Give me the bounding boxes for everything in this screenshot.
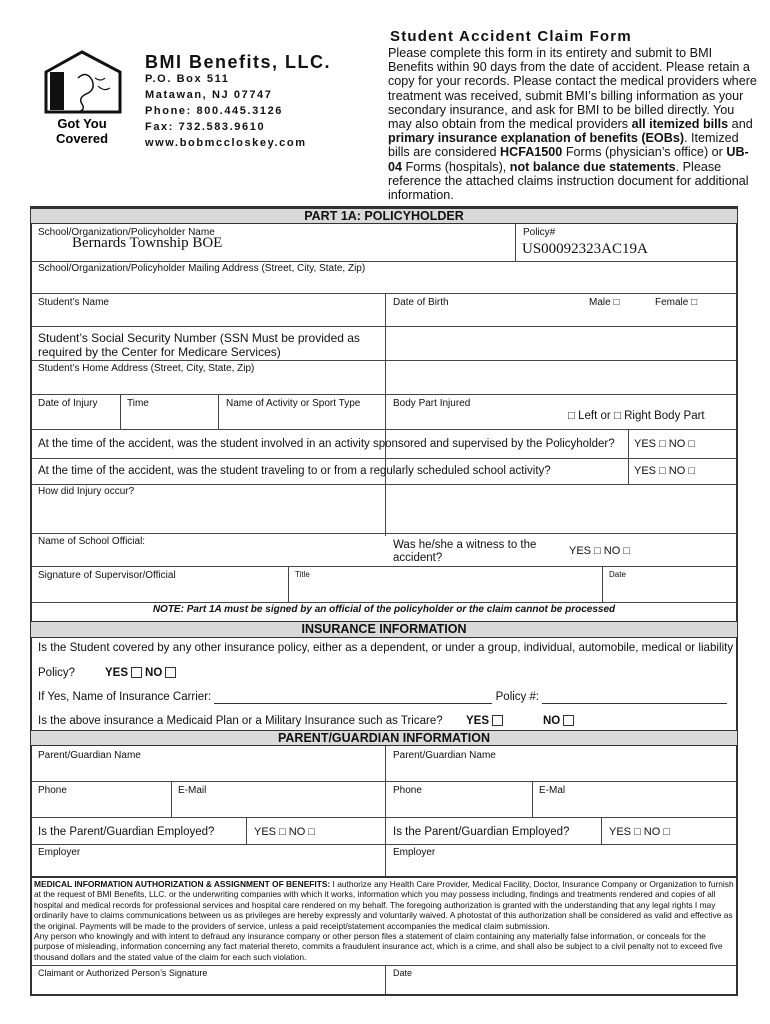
divider — [385, 293, 386, 536]
witness-label-line2: accident? — [393, 552, 443, 564]
guardian2-name-label: Parent/Guardian Name — [393, 750, 496, 761]
dob-label: Date of Birth — [393, 297, 449, 308]
guardian1-phone-label: Phone — [38, 785, 67, 796]
divider — [385, 746, 386, 876]
company-city: Matawan, NJ 07747 — [145, 89, 273, 101]
divider — [171, 781, 172, 817]
divider — [31, 429, 737, 430]
how-injury-label: How did Injury occur? — [38, 486, 135, 497]
divider — [31, 781, 737, 782]
divider — [601, 817, 602, 844]
guardian1-employed-yes-no[interactable]: YES □ NO □ — [254, 826, 315, 838]
divider — [31, 484, 737, 485]
school-name-value[interactable]: Bernards Township BOE — [72, 235, 223, 251]
carrier-label: If Yes, Name of Insurance Carrier: — [38, 691, 212, 703]
divider — [628, 429, 629, 485]
ssn-label-line1: Student’s Social Security Number (SSN Must be provided as — [38, 331, 360, 345]
home-address-label: Student’s Home Address (Street, City, State, Zip) — [38, 363, 255, 374]
traveling-question: At the time of the accident, was the student traveling to or from a regularly scheduled school activity? — [38, 465, 551, 477]
company-po-box: P.O. Box 511 — [145, 73, 230, 85]
witness-label-line1: Was he/she a witness to the — [393, 539, 537, 551]
policy-question: Policy? — [38, 667, 76, 679]
company-fax: Fax: 732.583.9610 — [145, 121, 266, 133]
covered-yes-no[interactable]: YES NO — [105, 666, 179, 680]
guardian1-employed-question: Is the Parent/Guardian Employed? — [38, 826, 215, 838]
date-of-injury-label: Date of Injury — [38, 398, 98, 409]
carrier-input[interactable] — [214, 691, 492, 704]
divider — [218, 394, 219, 429]
body-part-label: Body Part Injured — [393, 398, 471, 409]
divider — [31, 566, 737, 567]
activity-label: Name of Activity or Sport Type — [226, 398, 361, 409]
divider — [31, 261, 737, 262]
guardian1-name-label: Parent/Guardian Name — [38, 750, 141, 761]
guardian2-employed-question: Is the Parent/Guardian Employed? — [393, 826, 570, 838]
claimant-signature-label: Claimant or Authorized Person’s Signature — [38, 968, 208, 978]
student-name-label: Student’s Name — [38, 297, 109, 308]
guardian2-employer-label: Employer — [393, 847, 436, 858]
sponsored-yes-no[interactable]: YES □ NO □ — [634, 438, 695, 450]
svg-text:Got You: Got You — [57, 116, 107, 131]
divider — [31, 394, 737, 395]
divider — [31, 293, 737, 294]
divider — [31, 965, 737, 966]
medicaid-question: Is the above insurance a Medicaid Plan or a Military Insurance such as Tricare? — [38, 715, 443, 727]
divider — [31, 326, 737, 327]
male-checkbox[interactable]: Male □ — [589, 297, 620, 308]
guardian2-employed-yes-no[interactable]: YES □ NO □ — [609, 826, 670, 838]
house-logo-icon — [40, 50, 130, 150]
insurance-header: INSURANCE INFORMATION — [31, 621, 737, 638]
divider — [31, 876, 737, 878]
company-name: BMI Benefits, LLC. — [145, 52, 332, 72]
policy-number-value[interactable]: US00092323AC19A — [522, 241, 648, 257]
covered-question: Is the Student covered by any other insurance policy, either as a dependent, or under a group, individual, automobile, medical or liability — [38, 641, 734, 654]
divider — [120, 394, 121, 429]
svg-text:Covered: Covered — [55, 131, 109, 146]
claimant-date-label: Date — [393, 968, 413, 978]
divider — [532, 781, 533, 817]
medicaid-yes[interactable]: YES — [466, 714, 506, 728]
policy-num-input[interactable] — [542, 691, 727, 704]
company-website: www.bobmccloskey.com — [145, 137, 307, 149]
carrier-row — [38, 690, 727, 704]
divider — [31, 458, 737, 459]
witness-yes-no[interactable]: YES □ NO □ — [569, 545, 630, 557]
divider — [31, 360, 737, 361]
policy-number-label: Policy# — [523, 227, 556, 238]
title-label: Title — [295, 570, 310, 579]
school-official-label: Name of School Official: — [38, 536, 146, 547]
authorization-text: MEDICAL INFORMATION AUTHORIZATION & ASSIGNMENT OF BENEFITS: I authorize any Health Care Provider, Medical Facility, Doctor, Insurance Company or Organization to furnish at the request of BMI Benefits, LLC. or the underwriting companies with which it works, information which you may possess including, findings and treatments rendered and copies of all hospital and medical records for professional services and hospital care rendered on my behalf. The foregoing authorization is granted with the understanding that any legal rights I may ordinarily have to claims communications between us as privileges are hereby expressly and voluntarily waived. A photostat of this authorization shall be considered as valid and effective as the original. Payments will be made to the providers of service, unless a paid receipt/statement accompanies the medical claim submission. Any person who knowingly and with intent to defraud any insurance company or other person files a statement of claim containing any materially false information, or conceals for the purpose of misleading, information concerning any fact material thereto, commits a fraudulent insurance act, which is a crime, and shall also be subject to a civil penalty not to exceed five thousand dollars and the stated value of the claim for each such violation. — [34, 879, 734, 962]
guardian1-employer-label: Employer — [38, 847, 81, 858]
supervisor-signature-label: Signature of Supervisor/Official — [38, 570, 176, 581]
sponsored-activity-question: At the time of the accident, was the student involved in an activity sponsored and supervised by the Policyholder? — [38, 438, 615, 450]
female-checkbox[interactable]: Female □ — [655, 297, 698, 308]
policy-num-label: Policy #: — [495, 691, 540, 703]
school-name-label: School/Organization/Policyholder Name — [38, 227, 215, 238]
guardian1-email-label: E-Mail — [178, 785, 207, 796]
company-phone: Phone: 800.445.3126 — [145, 105, 284, 117]
divider — [246, 817, 247, 844]
time-label: Time — [127, 398, 149, 409]
divider — [31, 602, 737, 603]
divider — [602, 566, 603, 602]
divider — [31, 533, 737, 534]
date-label: Date — [609, 570, 626, 579]
guardian2-phone-label: Phone — [393, 785, 422, 796]
form-title: Student Accident Claim Form — [390, 28, 632, 45]
divider — [515, 224, 516, 261]
guardian-header: PARENT/GUARDIAN INFORMATION — [31, 730, 737, 746]
part1a-note: NOTE: Part 1A must be signed by an official of the policyholder or the claim cannot be processed — [152, 604, 616, 615]
mailing-address-label: School/Organization/Policyholder Mailing Address (Street, City, State, Zip) — [38, 263, 366, 274]
company-logo — [40, 50, 130, 150]
divider — [31, 844, 737, 845]
form-instructions: Please complete this form in its entirety and submit to BMI Benefits within 90 days from the date of accident. Please retain a copy for your records. Please contact the medical providers where treatment was received, submit BMI’s billing information as your secondary insurance, and ask for BMI to be billed directly. You may also obtain from the medical providers all itemized bills and primary insurance explanation of benefits (EOBs). Itemized bills are considered HCFA1500 Forms (physician’s office) or UB-04 Forms (hospitals), not balance due statements. Please reference the attached claims instruction document for additional information. — [388, 46, 757, 203]
divider — [288, 566, 289, 602]
left-right-checkboxes[interactable]: □ Left or □ Right Body Part — [568, 410, 705, 422]
traveling-yes-no[interactable]: YES □ NO □ — [634, 465, 695, 477]
divider — [385, 965, 386, 995]
part1a-header: PART 1A: POLICYHOLDER — [31, 208, 737, 224]
divider — [31, 817, 737, 818]
medicaid-no[interactable]: NO — [543, 714, 577, 728]
guardian2-email-label: E-Mal — [539, 785, 566, 796]
ssn-label-line2: required by the Center for Medicare Services) — [38, 345, 281, 359]
